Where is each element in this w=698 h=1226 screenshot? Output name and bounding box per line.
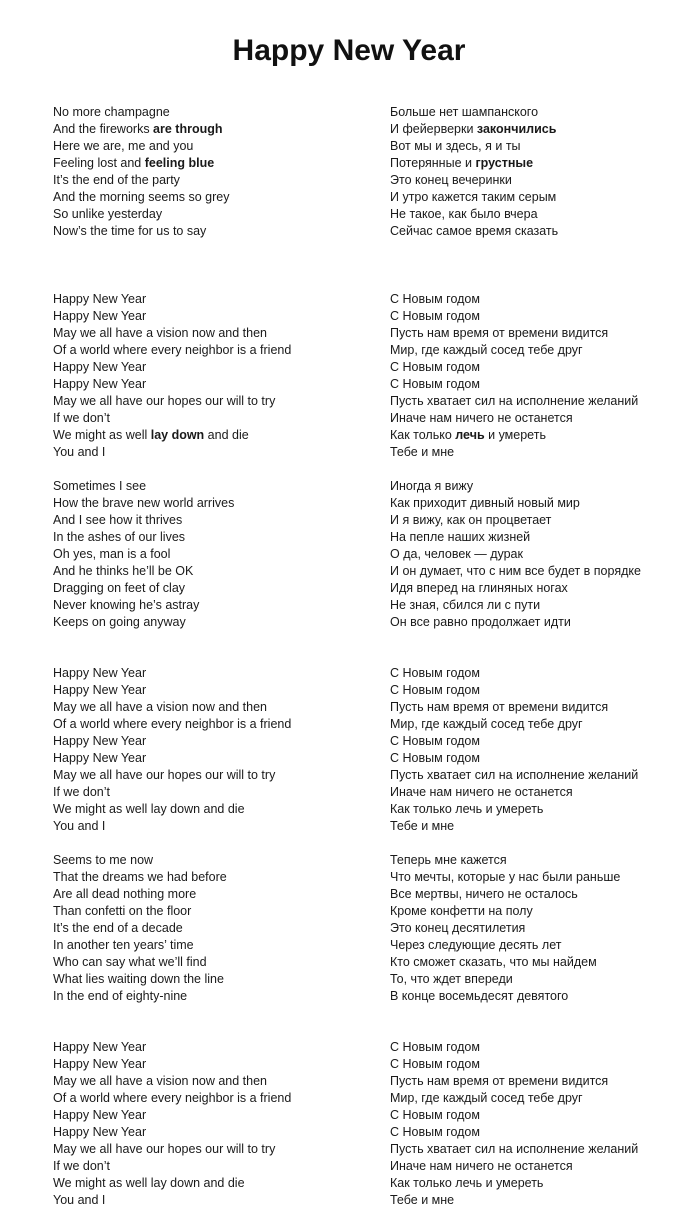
english-lyric-line: Happy New Year [53, 666, 147, 680]
russian-lyric-line: Вот мы и здесь, я и ты [390, 139, 521, 153]
russian-lyric-line: Мир, где каждый сосед тебе друг [390, 717, 583, 731]
russian-stanza [390, 665, 695, 835]
russian-lyric-line: С Новым годом [390, 734, 480, 748]
english-lyric-line: That the dreams we had before [53, 870, 227, 884]
russian-lyric-line: С Новым годом [390, 309, 480, 323]
russian-lyric-line: Как только лечь и умереть [390, 1176, 544, 1190]
english-lyric-line: Dragging on feet of clay [53, 581, 186, 595]
english-lyric-line [53, 427, 373, 444]
english-lyric-line: In the end of eighty-nine [53, 989, 188, 1003]
russian-lyric-line: Тебе и мне [390, 1193, 455, 1207]
russian-lyric-line: То, что ждет впереди [390, 972, 513, 986]
english-lyric-line: How the brave new world arrives [53, 496, 235, 510]
russian-lyric-line [390, 427, 695, 444]
russian-lyric-line: Пусть нам время от времени видится [390, 1074, 609, 1088]
english-lyric-line: In the ashes of our lives [53, 530, 186, 544]
russian-stanza [390, 852, 695, 1022]
english-lyric-line: If we don’t [53, 411, 110, 425]
english-stanza [53, 104, 373, 274]
russian-lyric-line: С Новым годом [390, 1040, 480, 1054]
english-lyric-line: If we don’t [53, 785, 110, 799]
russian-lyric-line: Кто сможет сказать, что мы найдем [390, 955, 597, 969]
russian-lyric-line: Иначе нам ничего не останется [390, 785, 573, 799]
english-lyric-line: May we all have our hopes our will to try [53, 768, 276, 782]
english-lyric-line: We might as well lay down and die [53, 802, 245, 816]
russian-lyric-line: И утро кажется таким серым [390, 190, 557, 204]
english-lyric-line: Happy New Year [53, 1125, 147, 1139]
russian-lyric-line: Пусть хватает сил на исполнение желаний [390, 394, 639, 408]
page-title: Happy New Year [232, 34, 466, 67]
russian-lyric-line [390, 155, 695, 172]
russian-lyric-line: Не зная, сбился ли с пути [390, 598, 541, 612]
english-lyric-line: May we all have our hopes our will to try [53, 1142, 276, 1156]
english-lyric-line: You and I [53, 1193, 106, 1207]
russian-lyric-line: С Новым годом [390, 1125, 480, 1139]
russian-lyric-line: И я вижу, как он процветает [390, 513, 552, 527]
english-lyric-line: What lies waiting down the line [53, 972, 224, 986]
english-lyric-line: No more champagne [53, 105, 170, 119]
english-lyric-line [53, 121, 373, 138]
russian-lyric-line: Пусть хватает сил на исполнение желаний [390, 768, 639, 782]
russian-stanza [390, 478, 695, 648]
lyric-text: Feeling lost and [53, 156, 145, 170]
russian-lyric-line [390, 121, 695, 138]
english-lyric-line: It’s the end of a decade [53, 921, 183, 935]
russian-lyric-line: О да, человек — дурак [390, 547, 523, 561]
english-lyric-line: Oh yes, man is a fool [53, 547, 171, 561]
english-lyric-line: And he thinks he’ll be OK [53, 564, 194, 578]
lyric-text: и умереть [484, 428, 546, 442]
lyric-text: and die [204, 428, 249, 442]
russian-lyric-line: С Новым годом [390, 666, 480, 680]
russian-lyric-line: Сейчас самое время сказать [390, 224, 559, 238]
english-lyric-line: And I see how it thrives [53, 513, 183, 527]
russian-lyric-line: В конце восемьдесят девятого [390, 989, 569, 1003]
lyric-text: And the fireworks [53, 122, 154, 136]
english-lyric-line: So unlike yesterday [53, 207, 163, 221]
russian-lyric-line: Пусть нам время от времени видится [390, 326, 609, 340]
russian-lyric-line: Это конец десятилетия [390, 921, 526, 935]
english-lyric-line: Never knowing he’s astray [53, 598, 200, 612]
english-lyric-line: Of a world where every neighbor is a friend [53, 1091, 292, 1105]
russian-stanza [390, 104, 695, 274]
english-stanza [53, 478, 373, 648]
russian-lyric-line: Это конец вечеринки [390, 173, 512, 187]
russian-lyric-line: И он думает, что с ним все будет в порядке [390, 564, 641, 578]
russian-lyrics-column [390, 104, 695, 1226]
russian-lyric-line: Пусть хватает сил на исполнение желаний [390, 1142, 639, 1156]
russian-lyric-line: С Новым годом [390, 360, 480, 374]
english-lyric-line: In another ten years’ time [53, 938, 194, 952]
russian-lyric-line: С Новым годом [390, 683, 480, 697]
english-lyric-line: Happy New Year [53, 309, 147, 323]
english-stanza [53, 1039, 373, 1209]
english-lyric-line [53, 155, 373, 172]
lyric-emphasis: are through [153, 122, 223, 136]
english-lyric-line: Keeps on going anyway [53, 615, 186, 629]
russian-lyric-line: Он все равно продолжает идти [390, 615, 571, 629]
english-lyric-line: Now’s the time for us to say [53, 224, 207, 238]
english-lyric-line: Here we are, me and you [53, 139, 194, 153]
english-stanza [53, 291, 373, 461]
russian-lyric-line: Больше нет шампанского [390, 105, 539, 119]
lyric-emphasis: грустные [475, 156, 534, 170]
english-lyric-line: And the morning seems so grey [53, 190, 230, 204]
russian-lyric-line: Мир, где каждый сосед тебе друг [390, 1091, 583, 1105]
russian-lyric-line: Не такое, как было вчера [390, 207, 538, 221]
english-lyric-line: Happy New Year [53, 751, 147, 765]
russian-lyric-line: С Новым годом [390, 292, 480, 306]
russian-lyric-line: Идя вперед на глиняных ногах [390, 581, 568, 595]
english-lyric-line: Than confetti on the floor [53, 904, 192, 918]
english-lyric-line: Happy New Year [53, 1040, 147, 1054]
russian-lyric-line: Иначе нам ничего не останется [390, 1159, 573, 1173]
english-stanza [53, 852, 373, 1022]
english-stanza [53, 665, 373, 835]
english-lyric-line: Are all dead nothing more [53, 887, 197, 901]
russian-lyric-line: Как только лечь и умереть [390, 802, 544, 816]
russian-lyric-line: Иногда я вижу [390, 479, 474, 493]
russian-lyric-line: Что мечты, которые у нас были раньше [390, 870, 621, 884]
english-lyric-line: You and I [53, 819, 106, 833]
lyric-text: We might as well [53, 428, 151, 442]
english-lyric-line: Seems to me now [53, 853, 154, 867]
english-lyric-line: May we all have a vision now and then [53, 1074, 268, 1088]
russian-lyric-line: Иначе нам ничего не останется [390, 411, 573, 425]
english-lyric-line: Who can say what we’ll find [53, 955, 207, 969]
russian-lyric-line: Теперь мне кажется [390, 853, 507, 867]
english-lyric-line: Happy New Year [53, 377, 147, 391]
lyric-emphasis: feeling blue [144, 156, 215, 170]
english-lyric-line: Happy New Year [53, 1108, 147, 1122]
lyric-text: Как только [390, 428, 456, 442]
english-lyric-line: Happy New Year [53, 1057, 147, 1071]
russian-lyric-line: Тебе и мне [390, 819, 455, 833]
russian-lyric-line: Тебе и мне [390, 445, 455, 459]
russian-lyric-line: На пепле наших жизней [390, 530, 531, 544]
english-lyric-line: You and I [53, 445, 106, 459]
russian-lyric-line: Мир, где каждый сосед тебе друг [390, 343, 583, 357]
english-lyric-line: It’s the end of the party [53, 173, 180, 187]
russian-lyric-line: Все мертвы, ничего не осталось [390, 887, 578, 901]
lyric-emphasis: lay down [150, 428, 205, 442]
russian-lyric-line: С Новым годом [390, 1057, 480, 1071]
english-lyric-line: Happy New Year [53, 360, 147, 374]
russian-lyric-line: С Новым годом [390, 377, 480, 391]
english-lyric-line: Happy New Year [53, 683, 147, 697]
russian-lyric-line: Через следующие десять лет [390, 938, 562, 952]
english-lyric-line: Sometimes I see [53, 479, 147, 493]
english-lyric-line: May we all have a vision now and then [53, 326, 268, 340]
russian-lyric-line: Кроме конфетти на полу [390, 904, 533, 918]
lyric-emphasis: закончились [476, 122, 557, 136]
english-lyric-line: Of a world where every neighbor is a friend [53, 717, 292, 731]
lyric-emphasis: лечь [455, 428, 485, 442]
english-lyric-line: Of a world where every neighbor is a friend [53, 343, 292, 357]
russian-lyric-line: С Новым годом [390, 1108, 480, 1122]
russian-stanza [390, 1039, 695, 1209]
english-lyric-line: We might as well lay down and die [53, 1176, 245, 1190]
english-lyric-line: May we all have our hopes our will to try [53, 394, 276, 408]
english-lyrics-column [53, 104, 373, 1226]
english-lyric-line: If we don’t [53, 1159, 110, 1173]
russian-stanza [390, 291, 695, 461]
russian-lyric-line: С Новым годом [390, 751, 480, 765]
english-lyric-line: Happy New Year [53, 734, 147, 748]
lyric-text: И фейерверки [390, 122, 477, 136]
english-lyric-line: May we all have a vision now and then [53, 700, 268, 714]
english-lyric-line: Happy New Year [53, 292, 147, 306]
russian-lyric-line: Пусть нам время от времени видится [390, 700, 609, 714]
russian-lyric-line: Как приходит дивный новый мир [390, 496, 580, 510]
lyric-text: Потерянные и [390, 156, 476, 170]
